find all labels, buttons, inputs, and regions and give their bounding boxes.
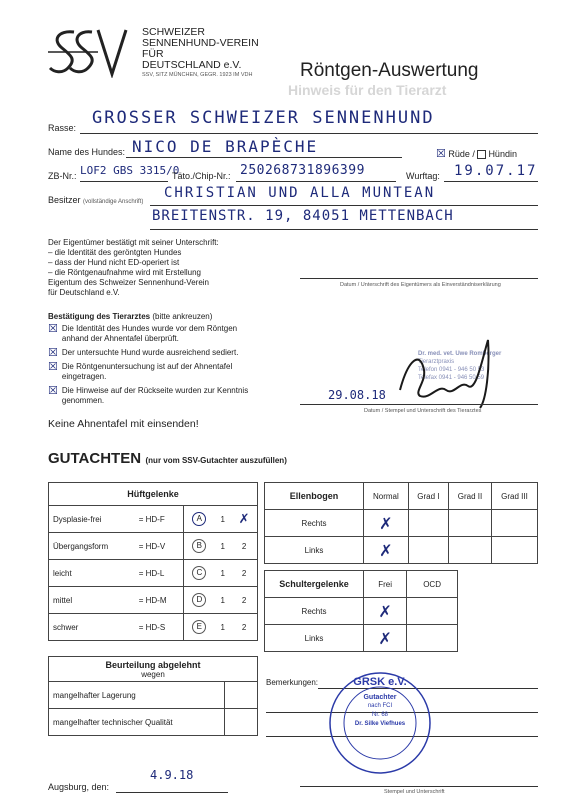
- elbow-right-normal-mark-icon: ✗: [379, 513, 393, 533]
- elbow-left-normal-mark-icon: ✗: [379, 540, 393, 560]
- vet-stamp: Dr. med. vet. Uwe Romberger Tierarztpraxis Telefon 0941 - 946 50 53 Telefax 0941 - 946 50 59: [418, 351, 502, 381]
- reviewer-stamp: GRSK e.V. Gutachter nach FCI Nr. 68 Dr. Silke Viefhues: [320, 668, 440, 778]
- hundin-checkbox: [477, 150, 486, 159]
- ssv-logo: [48, 26, 128, 78]
- zb-label: ZB-Nr.:: [48, 171, 77, 181]
- stamp-caption: Stempel und Unterschrift: [384, 789, 445, 795]
- vet-confirm-title: Bestätigung des Tierarztes (bitte ankreuzen): [48, 312, 213, 321]
- hip-row-0: Dysplasie-frei = HD-F A 1 ✗: [49, 506, 258, 533]
- no-pedigree-note: Keine Ahnentafel mit einsenden!: [48, 418, 199, 430]
- chip-label: Täto./Chip-Nr.:: [172, 171, 231, 181]
- shoulder-left-free-mark-icon: ✗: [378, 628, 392, 648]
- owner-sig-caption: Datum / Unterschrift des Eigentümers als Einverständniserklärung: [340, 282, 501, 288]
- rejected-table: Beurteilung abgelehnt wegen mangelhafter Lagerung mangelhafter technischer Qualität: [48, 656, 258, 736]
- hip-header: Hüftgelenke: [49, 483, 258, 506]
- elbow-table: Ellenbogen Normal Grad I Grad II Grad III Rechts ✗ Links ✗: [264, 482, 538, 564]
- sex-selection: ☒ Rüde / Hündin: [436, 147, 517, 160]
- owner-confirm: Der Eigentümer bestätigt mit seiner Unterschrift: – die Identität des geröntgten Hundes – dass der Hund nicht ED-operiert ist – die Röntgenaufnahme wird mit Erstellung Eigentum des Schweizer Sennenhund-Verein für Deutschland e.V.: [48, 238, 219, 297]
- wurftag-value: 19.07.17: [454, 163, 538, 179]
- rasse-value: GROSSER SCHWEIZER SENNENHUND: [92, 108, 435, 128]
- shoulder-header: Schultergelenke: [265, 571, 364, 598]
- org-subtitle: SSV, SITZ MÜNCHEN, GEGR. 1923 IM VDH: [142, 72, 253, 78]
- place-date: 4.9.18: [150, 768, 194, 782]
- zb-value: LOF2 GBS 3315/0: [80, 164, 180, 177]
- vet-signature: [390, 320, 510, 410]
- ghost-text: Hinweis für den Tierarzt: [288, 82, 447, 98]
- org-name: SCHWEIZER SENNENHUND-VEREIN FÜR DEUTSCHLAND e.V.: [142, 26, 259, 71]
- gutachten-heading: GUTACHTEN (nur vom SSV-Gutachter auszufüllen): [48, 450, 287, 467]
- wurftag-label: Wurftag:: [406, 171, 440, 181]
- hip-row-3: mittel = HD-M D 1 2: [49, 587, 258, 614]
- hip-table: [48, 482, 258, 641]
- hip-row-4: schwer = HD-S E 1 2: [49, 614, 258, 641]
- name-value: NICO DE BRAPÈCHE: [132, 137, 319, 156]
- hip-row-1: Übergangsform = HD-V B 1 2: [49, 533, 258, 560]
- remarks-label: Bemerkungen:: [266, 678, 319, 687]
- shoulder-table: Schultergelenke Frei OCD Rechts ✗ Links ✗: [264, 570, 458, 652]
- rude-checked-icon: ☒: [436, 147, 446, 160]
- hip-row-2: leicht = HD-L C 1 2: [49, 560, 258, 587]
- rejected-header: Beurteilung abgelehnt wegen: [49, 657, 258, 682]
- name-label: Name des Hundes:: [48, 147, 126, 157]
- document-title: Röntgen-Auswertung: [300, 60, 479, 81]
- vet-confirm-list: ☒ Die Identität des Hundes wurde vor dem Röntgen anhand der Ahnentafel überprüft. ☒ Der untersuchte Hund wurde ausreichend sediert. ☒ Die Röntgenuntersuchung ist auf der Ahnentafel eingetragen. ☒ Die Hinweise auf der Rückseite wurden zur Kenntnis genommen.: [48, 322, 249, 405]
- hip-r-mark-icon: ✗: [238, 511, 250, 527]
- besitzer-name: CHRISTIAN UND ALLA MUNTEAN: [164, 185, 436, 201]
- elbow-header: Ellenbogen: [265, 483, 364, 510]
- shoulder-right-free-mark-icon: ✗: [378, 601, 392, 621]
- vet-sig-caption: Datum / Stempel und Unterschrift des Tierarztes: [364, 408, 482, 414]
- besitzer-address: BREITENSTR. 19, 84051 METTENBACH: [152, 208, 454, 224]
- place-label: Augsburg, den:: [48, 782, 110, 792]
- chip-value: 250268731896399: [240, 163, 365, 178]
- vet-date: 29.08.18: [328, 388, 386, 402]
- besitzer-label: Besitzer (vollständige Anschrift): [48, 195, 144, 205]
- rasse-label: Rasse:: [48, 123, 77, 133]
